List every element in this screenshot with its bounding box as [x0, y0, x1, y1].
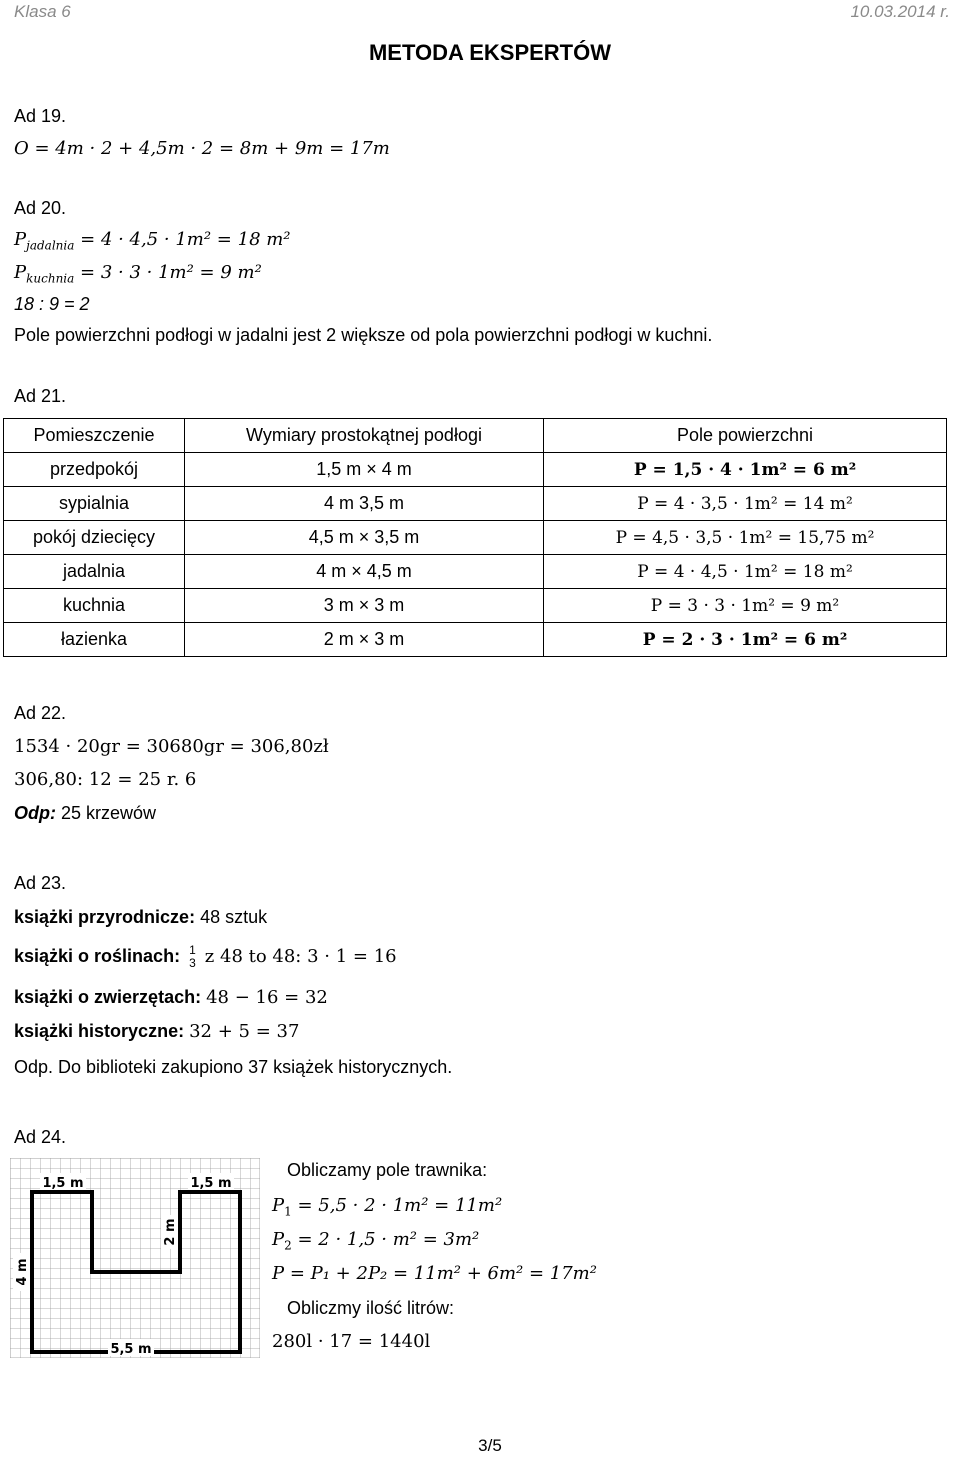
ad24-p-total: P = P₁ + 2P₂ = 11m² + 6m² = 17m² [272, 1263, 597, 1284]
ad23-l3-text: 48 − 16 = 32 [206, 987, 328, 1008]
fraction-denominator: 3 [189, 956, 196, 970]
ad19-label: Ad 19. [14, 106, 67, 126]
ad21-label: Ad 21. [14, 386, 67, 406]
ad23-l4-text: 32 + 5 = 37 [189, 1021, 300, 1042]
page-title: METODA EKSPERTÓW [368, 40, 611, 65]
table-cell: przedpokój [4, 453, 185, 487]
table-row [4, 453, 947, 487]
ad20-p-kuchnia-sub: kuchnia [26, 271, 75, 286]
table-cell: P = 4,5 · 3,5 · 1m² = 15,75 m² [544, 521, 947, 555]
ad24-p1-rest: = 5,5 · 2 · 1m² = 11m² [297, 1195, 503, 1216]
ad24-p2-sub: 2 [284, 1238, 292, 1253]
ad22-equation-2: 306,80: 12 = 25 r. 6 [14, 769, 197, 790]
ad20-p-kuchnia: $P_{kuchnia} = 3 \cdot 3 \cdot 1m^2 = 9$ m² [14, 262, 262, 286]
ad22-answer-label: Odp: [14, 803, 56, 823]
table-cell: 3 m × 3 m [185, 589, 544, 623]
ad24-liters: 280l · 17 = 1440l [272, 1331, 431, 1352]
table-row [4, 589, 947, 623]
table-row [4, 555, 947, 589]
ad22-equation-1: 1534 · 20gr = 30680gr = 306,80zł [14, 736, 329, 757]
table-cell: 1,5 m × 4 m [185, 453, 544, 487]
ad24-p1-sub: 1 [284, 1204, 292, 1219]
ad20-p-jadalnia-rest: = 4 · 4,5 · 1m² = 18 m² [80, 229, 291, 250]
table-cell: jadalnia [4, 555, 185, 589]
table-cell: sypialnia [4, 487, 185, 521]
table-cell: pokój dziecięcy [4, 521, 185, 555]
ad23-l4-label: książki historyczne: [14, 1021, 185, 1041]
table-row [4, 623, 947, 657]
ad22-answer [14, 803, 156, 824]
table-cell: P = 4 · 4,5 · 1m² = 18 m² [544, 555, 947, 589]
header-date: 10.03.2014 r. [850, 2, 950, 21]
table-cell: 4,5 m × 3,5 m [185, 521, 544, 555]
label-bottom: 5,5 m [110, 1342, 152, 1357]
ad23-line-2 [14, 944, 397, 970]
ad20-p-jadalnia-sub: jadalnia [26, 238, 75, 253]
label-top-right: 1,5 m [190, 1176, 232, 1191]
table-cell: P = 2 · 3 · 1m² = 6 m² [544, 623, 947, 657]
table-cell: łazienka [4, 623, 185, 657]
ad23-line-4 [14, 1021, 299, 1042]
ad24-p1: $P_1 = 5,5 \cdot 2 \cdot 1m^2 = 11m^2$ [272, 1195, 503, 1219]
ad23-label: Ad 23. [14, 873, 67, 893]
lawn-grid-svg [10, 1158, 260, 1358]
label-inner: 2 m [163, 1218, 178, 1246]
ad23-answer: Odp. Do biblioteki zakupiono 37 książek historycznych. [14, 1057, 453, 1077]
label-left: 4 m [15, 1258, 30, 1286]
ad20-label: Ad 20. [14, 198, 67, 218]
column-header: Wymiary prostokątnej podłogi [185, 419, 544, 453]
page-number: 3/5 [478, 1436, 502, 1455]
table-cell: P = 1,5 · 4 · 1m² = 6 m² [544, 453, 947, 487]
rooms-table [3, 418, 947, 657]
ad22-answer-text: 25 krzewów [56, 803, 157, 823]
header-class: Klasa 6 [14, 2, 71, 21]
ad24-heading: Obliczamy pole trawnika: [287, 1160, 488, 1180]
ad23-line-1 [14, 907, 267, 928]
ad20-p-jadalnia: $P_{jadalnia} = 4 \cdot 4,5 \cdot 1m^2 = 18$ m² [14, 229, 291, 253]
ad22-label: Ad 22. [14, 703, 67, 723]
table-cell: P = 3 · 3 · 1m² = 9 m² [544, 589, 947, 623]
ad23-l2-text: z 48 to 48: 3 · 1 = 16 [204, 945, 397, 967]
table-row [4, 521, 947, 555]
ad24-heading-2: Obliczmy ilość litrów: [287, 1298, 455, 1318]
ad24-label: Ad 24. [14, 1127, 67, 1147]
table-header-row [4, 419, 947, 453]
fraction-numerator: 1 [189, 943, 196, 957]
ad24-p2: $P_2 = 2 \cdot 1,5 \cdot m^2 = 3m^2$ [272, 1229, 480, 1253]
ad20-p-kuchnia-rest: = 3 · 3 · 1m² = 9 m² [80, 262, 262, 283]
ad23-l1-label: książki przyrodnicze: [14, 907, 196, 927]
column-header: Pomieszczenie [4, 419, 185, 453]
label-top-left: 1,5 m [42, 1176, 84, 1191]
column-header: Pole powierzchni [544, 419, 947, 453]
table-cell: P = 4 · 3,5 · 1m² = 14 m² [544, 487, 947, 521]
ad23-line-3 [14, 987, 328, 1008]
ad24-p2-rest: = 2 · 1,5 · m² = 3m² [297, 1229, 480, 1250]
ad23-l3-label: książki o zwierzętach: [14, 987, 202, 1007]
table-cell: kuchnia [4, 589, 185, 623]
ad19-equation: O = 4m · 2 + 4,5m · 2 = 8m + 9m = 17m [14, 138, 390, 159]
ad20-ratio: 18 : 9 = 2 [14, 294, 90, 314]
table-cell: 2 m × 3 m [185, 623, 544, 657]
table-row [4, 487, 947, 521]
ad20-conclusion: Pole powierzchni podłogi w jadalni jest 2 większe od pola powierzchni podłogi w kuchni. [14, 325, 713, 345]
table-cell: 4 m 3,5 m [185, 487, 544, 521]
ad23-l1-text: 48 sztuk [195, 907, 268, 927]
table-cell: 4 m × 4,5 m [185, 555, 544, 589]
fraction [189, 944, 196, 970]
ad23-l2-label: książki o roślinach: [14, 945, 181, 966]
lawn-diagram [10, 1158, 260, 1358]
